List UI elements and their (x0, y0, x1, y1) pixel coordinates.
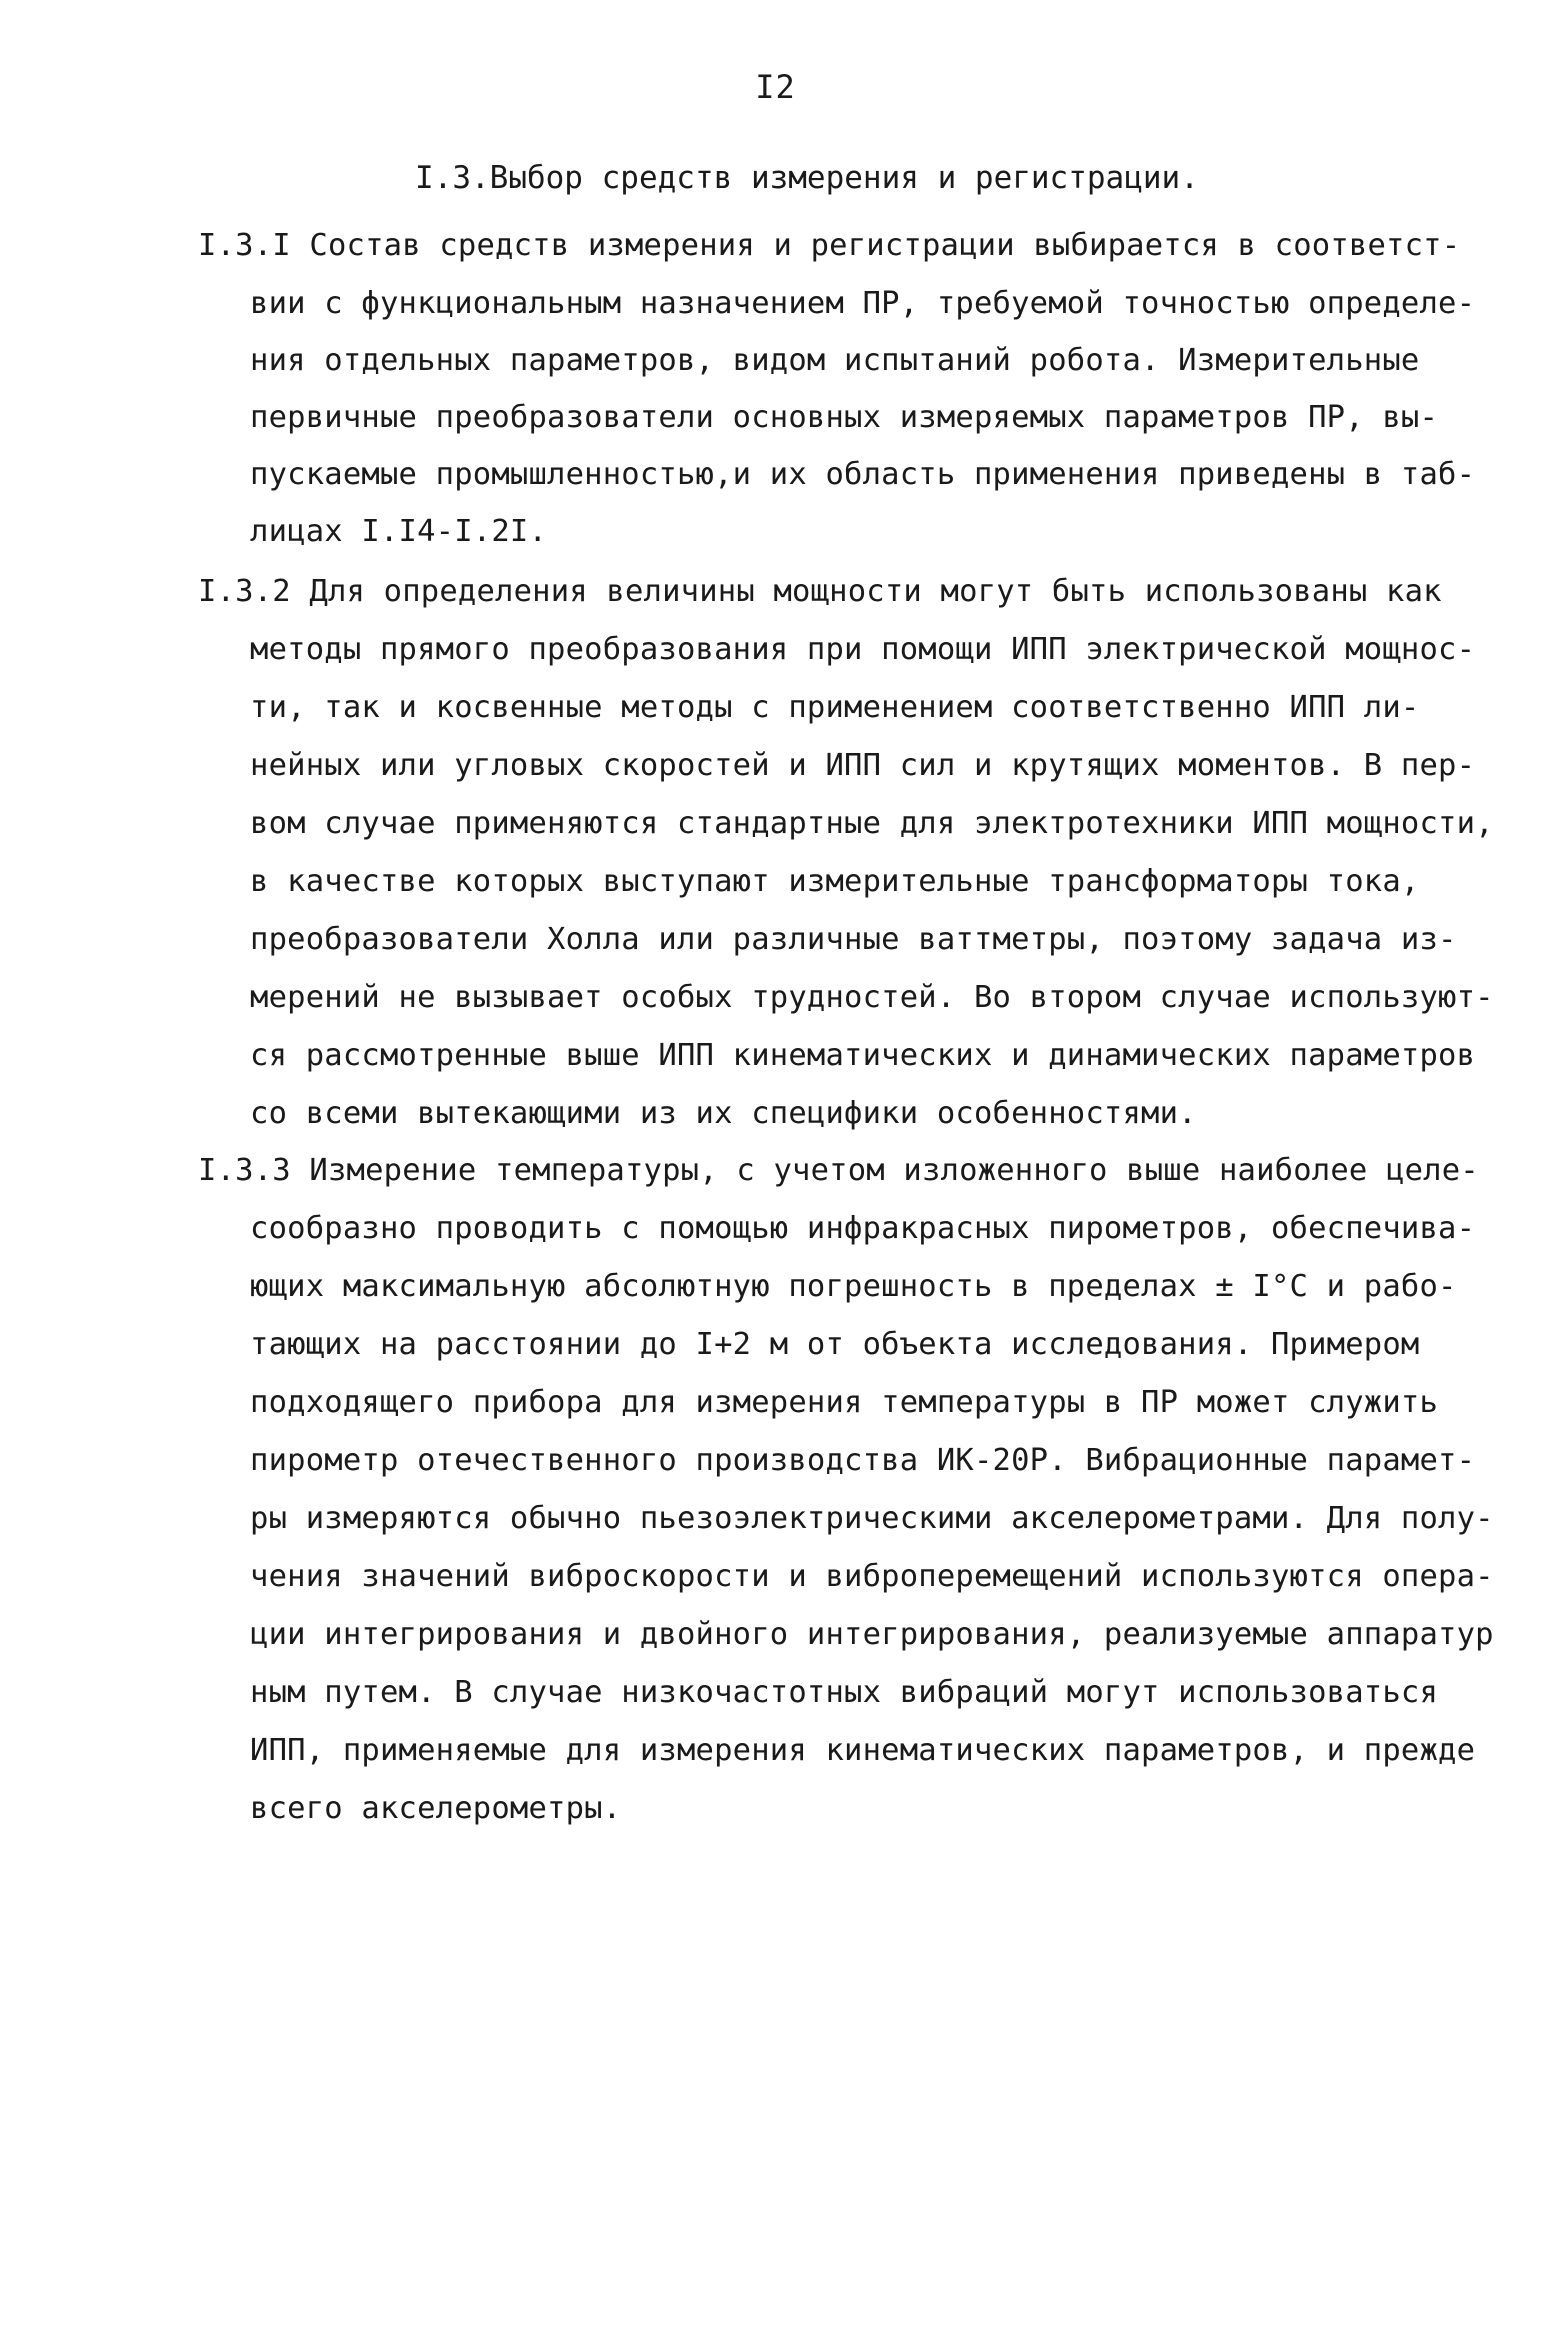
paragraph-line: чения значений виброскорости и виброперемещений используются опера- (250, 1559, 1494, 1594)
paragraph-line: ния отдельных параметров, видом испытаний робота. Измерительные (250, 343, 1420, 378)
paragraph-line: пирометр отечественного производства ИК-20Р. Вибрационные парамет- (250, 1443, 1476, 1478)
paragraph-line: первичные преобразователи основных измеряемых параметров ПР, вы- (250, 400, 1439, 435)
paragraph-line: тающих на расстоянии до I+2 м от объекта исследования. Примером (250, 1327, 1420, 1362)
paragraph-line: со всеми вытекающими из их специфики особенностями. (250, 1096, 1197, 1131)
paragraph-line: в качестве которых выступают измерительные трансформаторы тока, (250, 864, 1420, 899)
section-heading: I.3.Выбор средств измерения и регистрации. (415, 160, 1199, 196)
paragraph-line: вом случае применяются стандартные для электротехники ИПП мощности, (250, 806, 1494, 841)
paragraph-line: лицах I.I4-I.2I. (250, 514, 548, 549)
paragraph-line: нейных или угловых скоростей и ИПП сил и крутящих моментов. В пер- (250, 748, 1476, 783)
paragraph-line: ры измеряются обычно пьезоэлектрическими акселерометрами. Для полу- (250, 1501, 1494, 1536)
paragraph-line: ющих максимальную абсолютную погрешность в пределах ± I°С и рабо- (250, 1269, 1457, 1304)
paragraph-line: сообразно проводить с помощью инфракрасных пирометров, обеспечива- (250, 1211, 1476, 1246)
paragraph-line: ным путем. В случае низкочастотных вибраций могут использоваться (250, 1675, 1439, 1710)
paragraph-line: ции интегрирования и двойного интегрирования, реализуемые аппаратур (250, 1617, 1494, 1652)
paragraph-line: I.3.I Состав средств измерения и регистрации выбирается в соответст- (198, 228, 1461, 263)
paragraph-line: преобразователи Холла или различные ваттметры, поэтому задача из- (250, 922, 1457, 957)
paragraph-line: методы прямого преобразования при помощи ИПП электрической мощнос- (250, 632, 1476, 667)
paragraph-line: мерений не вызывает особых трудностей. Во втором случае используют- (250, 980, 1494, 1015)
paragraph-line: I.3.3 Измерение температуры, с учетом изложенного выше наиболее целе- (198, 1153, 1479, 1188)
paragraph-line: вии с функциональным назначением ПР, требуемой точностью определе- (250, 286, 1476, 321)
paragraph-line: подходящего прибора для измерения температуры в ПР может служить (250, 1385, 1439, 1420)
paragraph-line: пускаемые промышленностью,и их область применения приведены в таб- (250, 457, 1476, 492)
page-number: I2 (755, 68, 796, 106)
paragraph-line: всего акселерометры. (250, 1791, 622, 1826)
paragraph-line: ИПП, применяемые для измерения кинематических параметров, и прежде (250, 1733, 1476, 1768)
paragraph-line: ся рассмотренные выше ИПП кинематических и динамических параметров (250, 1038, 1476, 1073)
paragraph-line: ти, так и косвенные методы с применением соответственно ИПП ли- (250, 690, 1420, 725)
paragraph-line: I.3.2 Для определения величины мощности могут быть использованы как (198, 574, 1442, 609)
